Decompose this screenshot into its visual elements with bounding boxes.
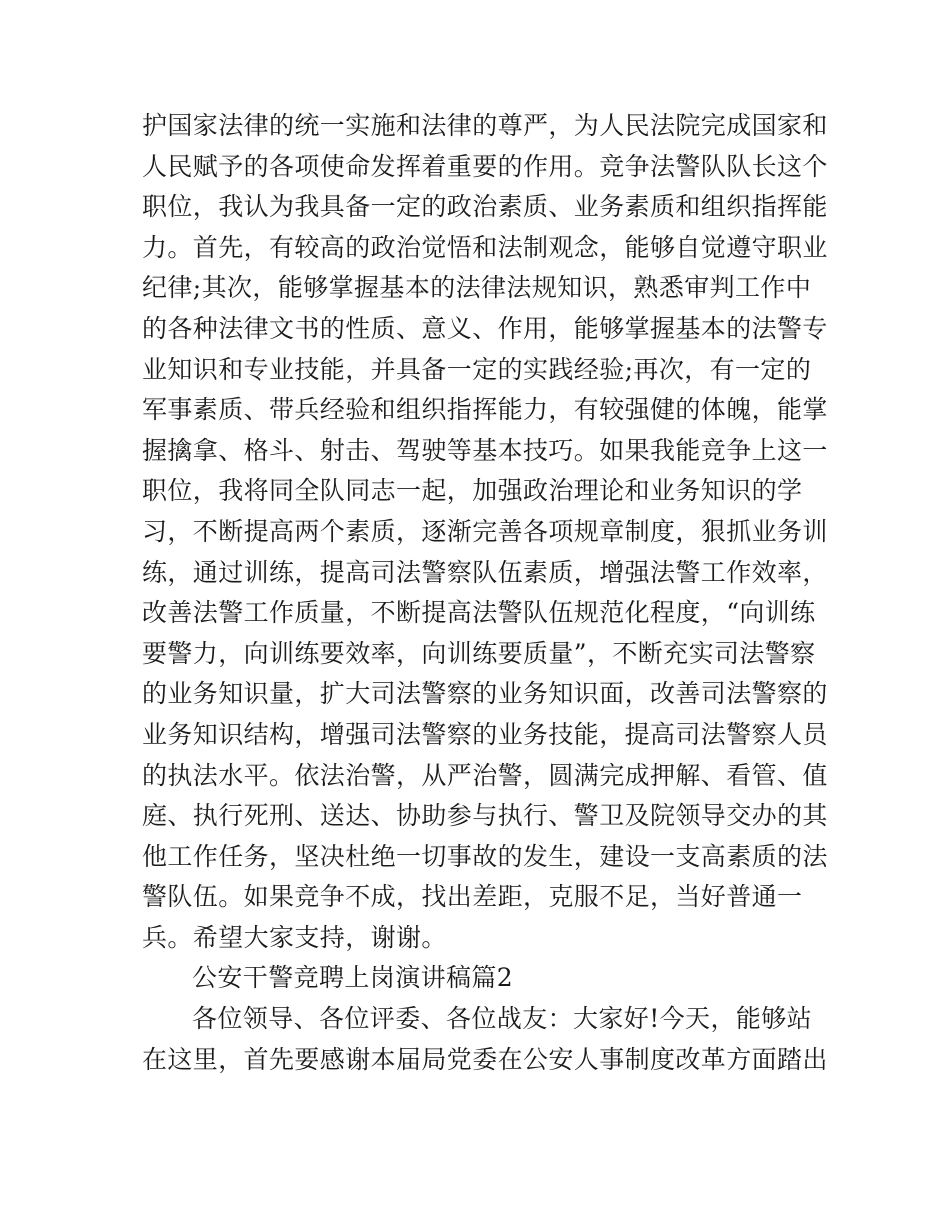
body-line: 兵。希望大家支持，谢谢。 [142, 922, 447, 952]
body-line: 的业务知识量，扩大司法警察的业务知识面，改善司法警察的 [142, 679, 828, 709]
body-line: 习，不断提高两个素质，逐渐完善各项规章制度，狠抓业务训 [142, 516, 828, 546]
body-line: 他工作任务，坚决杜绝一切事故的发生，建设一支高素质的法 [142, 841, 828, 871]
body-line: 人民赋予的各项使命发挥着重要的作用。竞争法警队队长这个 [142, 151, 828, 181]
body-line: 要警力，向训练要效率，向训练要质量”，不断充实司法警察 [142, 638, 816, 668]
section-heading: 公安干警竞聘上岗演讲稿篇2 [192, 963, 514, 993]
body-line: 职位，我认为我具备一定的政治素质、业务素质和组织指挥能 [142, 192, 828, 222]
body-line: 军事素质、带兵经验和组织指挥能力，有较强健的体魄，能掌 [142, 395, 828, 425]
body-line: 在这里，首先要感谢本届局党委在公安人事制度改革方面踏出 [142, 1044, 828, 1074]
body-line: 纪律;其次，能够掌握基本的法律法规知识，熟悉审判工作中 [142, 273, 812, 303]
body-line: 业知识和专业技能，并具备一定的实践经验;再次，有一定的 [142, 354, 812, 384]
body-line: 的各种法律文书的性质、意义、作用，能够掌握基本的法警专 [142, 313, 828, 343]
document-body [142, 106, 828, 1080]
body-line: 职位，我将同全队同志一起，加强政治理论和业务知识的学 [142, 476, 803, 506]
body-line: 力。首先，有较高的政治觉悟和法制观念，能够自觉遵守职业 [142, 232, 828, 262]
body-line: 握擒拿、格斗、射击、驾驶等基本技巧。如果我能竞争上这一 [142, 435, 828, 465]
body-line: 护国家法律的统一实施和法律的尊严，为人民法院完成国家和 [142, 111, 828, 140]
body-line: 业务知识结构，增强司法警察的业务技能，提高司法警察人员 [142, 719, 828, 749]
body-line: 的执法水平。依法治警，从严治警，圆满完成押解、看管、值 [142, 760, 828, 790]
body-line: 庭、执行死刑、送达、协助参与执行、警卫及院领导交办的其 [142, 801, 828, 831]
body-line: 练，通过训练，提高司法警察队伍素质，增强法警工作效率， [142, 557, 828, 587]
body-line: 警队伍。如果竞争不成，找出差距，克服不足，当好普通一 [142, 882, 803, 912]
body-line: 各位领导、各位评委、各位战友：大家好!今天，能够站 [192, 1004, 813, 1034]
body-line: 改善法警工作质量，不断提高法警队伍规范化程度，“向训练 [142, 598, 816, 628]
